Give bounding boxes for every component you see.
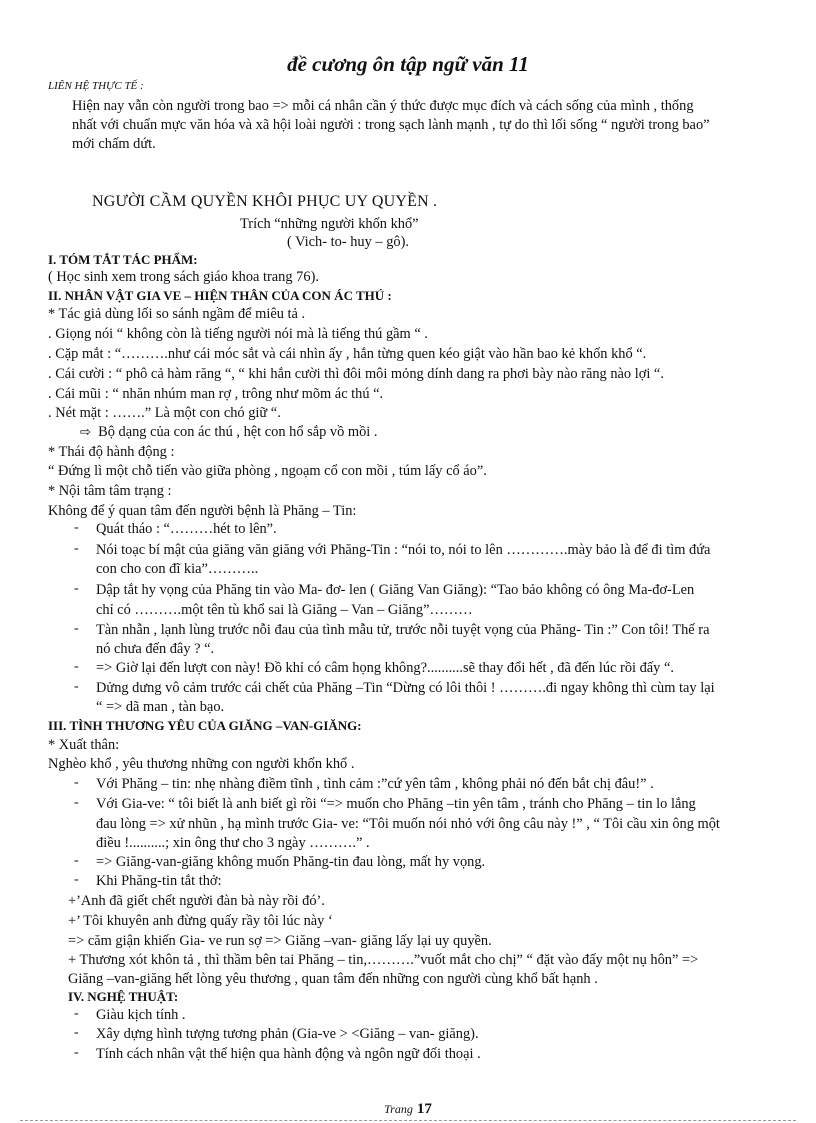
- body-line: Nghèo khổ , yêu thương những con người khốn khổ .: [48, 756, 355, 772]
- list-item: “ => dã man , tàn bạo.: [96, 699, 225, 715]
- body-line: * Thái độ hành động :: [48, 444, 175, 460]
- body-line: . Nét mặt : …….” Là một con chó giữ “.: [48, 405, 281, 421]
- list-item: Quát tháo : “………hét to lên”.: [96, 521, 277, 537]
- list-item: => Giăng-van-giăng không muốn Phăng-tin đau lòng, mất hy vọng.: [96, 854, 486, 870]
- section-heading: II. NHÂN VẬT GIA VE – HIỆN THÂN CỦA CON ÁC THÚ :: [48, 288, 392, 303]
- list-item: Tính cách nhân vật thể hiện qua hành động và ngôn ngữ đối thoại .: [96, 1046, 481, 1062]
- body-line: +’ Tôi khuyên anh đừng quấy rầy tôi lúc này ‘: [68, 913, 333, 929]
- list-item: Xây dựng hình tượng tương phản (Gia-ve > <Giăng – van- giăng).: [96, 1026, 479, 1042]
- body-line: * Tác giả dùng lối so sánh ngầm để miêu tả .: [48, 306, 306, 322]
- page-number: 17: [416, 1101, 432, 1117]
- arrow-right-icon: ⇨: [80, 425, 91, 440]
- arrow-line-text: Bộ dạng của con ác thú , hệt con hổ sắp vồ mồi .: [98, 424, 378, 440]
- intro-line: nhất với chuẩn mực văn hóa và xã hội loài người : trong sạch lành mạnh , tự do thì lối sống “ người trong bao”: [72, 117, 710, 133]
- list-item: chỉ có ……….một tên tù khổ sai là Giăng – Van – Giăng”………: [96, 602, 473, 618]
- section-text: ( Học sinh xem trong sách giáo khoa trang 76).: [48, 269, 319, 285]
- lesson-title: NGƯỜI CẦM QUYỀN KHÔI PHỤC UY QUYỀN .: [92, 193, 438, 210]
- list-bullet: -: [74, 679, 79, 694]
- list-bullet: -: [74, 541, 79, 556]
- list-item: Giàu kịch tính .: [96, 1007, 186, 1023]
- body-line: => căm giận khiến Gia- ve run sợ => Giăng –van- giăng lấy lại uy quyền.: [68, 933, 492, 949]
- intro-label: LIÊN HỆ THỰC TẾ :: [48, 80, 144, 92]
- body-line: . Giọng nói “ không còn là tiếng người nói mà là tiếng thú gầm “ .: [48, 326, 428, 342]
- body-line: . Cái cười : “ phô cả hàm răng “, “ khi hắn cười thì đôi môi mỏng dính dang ra phơi bày nào răng nào lợi “.: [48, 366, 664, 382]
- list-bullet: -: [74, 872, 79, 887]
- list-item: Dửng dưng vô cảm trước cái chết của Phăng –Tin “Dừng có lôi thôi ! ……….đi ngay không thì cùm tay lại: [96, 680, 715, 696]
- list-item: Nói toạc bí mật của giăng văn giăng với Phăng-Tin : “nói to, nói to lên ………….mày bảo là để đi tìm đứa: [96, 542, 711, 558]
- page-label: Trang: [384, 1102, 413, 1116]
- page-title: đề cương ôn tập ngữ văn 11: [287, 52, 529, 76]
- list-item: Tàn nhẫn , lạnh lùng trước nỗi đau của tình mẫu tử, trước nỗi tuyệt vọng của Phăng- Tin :” Con tôi! Thế ra: [96, 622, 710, 638]
- intro-line: Hiện nay vẫn còn người trong bao => mỗi cá nhân cần ý thức được mục đích và cách sống của mình , thống: [72, 98, 694, 114]
- list-item: Khi Phăng-tin tắt thở:: [96, 873, 222, 889]
- body-line: * Xuất thân:: [48, 737, 120, 753]
- body-line: “ Đứng lì một chỗ tiến vào giữa phòng , ngoạm cổ con mồi , túm lấy cổ áo”.: [48, 463, 487, 479]
- list-bullet: -: [74, 1045, 79, 1060]
- footer-divider: [20, 1120, 796, 1121]
- section-heading: I. TÓM TẮT TÁC PHẨM:: [48, 252, 198, 267]
- list-item: nó chưa đến đây ? “.: [96, 641, 215, 657]
- arrow-line: [80, 423, 377, 442]
- list-bullet: -: [74, 659, 79, 674]
- list-item: => Giờ lại đến lượt con này! Đồ khỉ có câm họng không?..........sẽ thay đổi hết , đã đến lúc rồi đấy “.: [96, 660, 674, 676]
- list-item: con cho con đĩ kia”………..: [96, 561, 259, 577]
- list-bullet: -: [74, 775, 79, 790]
- body-line: +’Anh đã giết chết người đàn bà này rồi đó’.: [68, 893, 325, 909]
- list-item: đau lòng => xử nhũn , hạ mình trước Gia- ve: “Tôi muốn nói nhỏ với ông câu này !” , “ Tôi cầu xin ông một: [96, 816, 720, 832]
- list-item: Với Phăng – tin: nhẹ nhàng điềm tĩnh , tình cảm :”cứ yên tâm , không phải nó đến bắt chị đâu!” .: [96, 776, 654, 792]
- list-bullet: -: [74, 1025, 79, 1040]
- body-line: . Cặp mắt : “……….như cái móc sắt và cái nhìn ấy , hắn từng quen kéo giật vào hần bao kẻ khốn khổ “.: [48, 346, 647, 362]
- section-heading: IV. NGHỆ THUẬT:: [68, 989, 179, 1004]
- list-bullet: -: [74, 621, 79, 636]
- lesson-source: Trích “những người khốn khổ”: [240, 216, 419, 232]
- body-line: . Cái mũi : “ nhăn nhúm man rợ , trông như mõm ác thú “.: [48, 386, 384, 402]
- list-item: Với Gia-ve: “ tôi biết là anh biết gì rồi “=> muốn cho Phăng –tin yên tâm , tránh cho Phăng – tin lo lắng: [96, 796, 696, 812]
- list-bullet: -: [74, 581, 79, 596]
- list-bullet: -: [74, 1006, 79, 1021]
- list-bullet: -: [74, 520, 79, 535]
- lesson-author: ( Vich- to- huy – gô).: [287, 234, 409, 250]
- body-line: * Nội tâm tâm trạng :: [48, 483, 172, 499]
- body-line: + Thương xót khôn tả , thì thầm bên tai Phăng – tin,……….”vuốt mắt cho chị” “ đặt vào đấy một nụ hôn” =>: [68, 952, 699, 968]
- list-bullet: -: [74, 853, 79, 868]
- section-heading: III. TÌNH THƯƠNG YÊU CỦA GIĂNG –VAN-GIĂNG:: [48, 718, 362, 733]
- list-item: Dập tắt hy vọng của Phăng tin vào Ma- đơ- len ( Giăng Van Giăng): “Tao bảo không có ông Ma-đơ-Len: [96, 582, 695, 598]
- list-bullet: -: [74, 795, 79, 810]
- body-line: Giăng –van-giăng hết lòng yêu thương , quan tâm đến những con người cùng khổ bất hạnh .: [68, 971, 598, 987]
- list-item: điều !..........; xin ông thư cho 3 ngày ……….” .: [96, 835, 370, 851]
- body-line: Không để ý quan tâm đến người bệnh là Phăng – Tin:: [48, 503, 357, 519]
- page-footer: [0, 1100, 816, 1118]
- intro-line: mới chấm dứt.: [72, 136, 156, 152]
